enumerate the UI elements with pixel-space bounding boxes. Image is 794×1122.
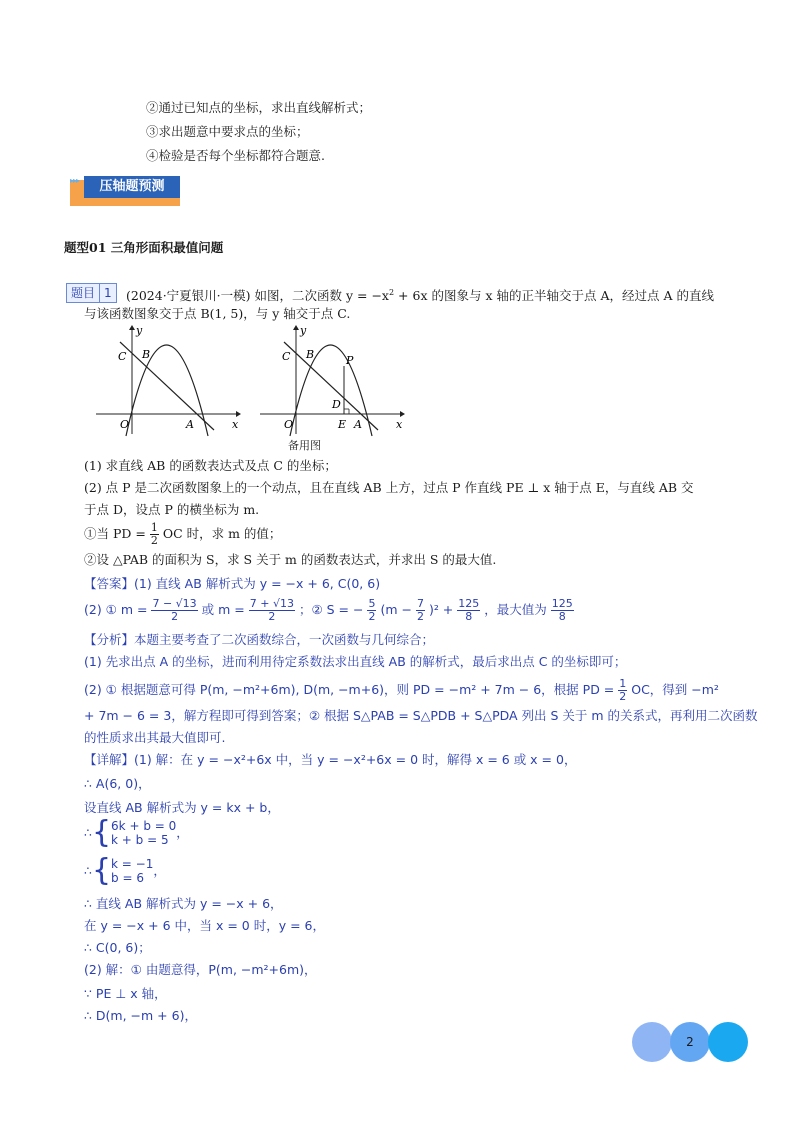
- label-x-1: x: [232, 418, 239, 431]
- label-B-1: B: [142, 348, 151, 361]
- question-part-1: (1) 求直线 AB 的函数表达式及点 C 的坐标；: [84, 458, 337, 473]
- step-3: ③求出题意中要求点的坐标；: [146, 124, 309, 139]
- question-number: 1: [99, 284, 116, 302]
- page-number: 2: [670, 1022, 710, 1062]
- label-B-2: B: [306, 348, 315, 361]
- question-stem-1b: + 6x 的图象与 x 轴的正半轴交于点 A，经过点 A 的直线: [394, 288, 714, 304]
- page-circle-right: [708, 1022, 748, 1062]
- therefore-symbol-1: ∴: [84, 825, 92, 840]
- part2-i-post: OC 时，求 m 的值；: [162, 526, 282, 541]
- equation-system-1: ∴ { 6k + b = 0 k + b = 5 ，: [84, 815, 189, 850]
- label-O-2: O: [284, 418, 294, 431]
- question-part-2a: (2) 点 P 是二次函数图象上的一个动点，且在直线 AB 上方，过点 P 作直线 PE ⊥ x 轴于点 E，与直线 AB 交: [84, 480, 694, 495]
- section-banner: [70, 176, 184, 204]
- analysis-line-5: 的性质求出其最大值即可.: [84, 730, 226, 745]
- detail-line-7: (2) 解：① 由题意得，P(m, −m²+6m)，: [84, 962, 317, 977]
- figure-caption: 备用图: [288, 439, 321, 452]
- detail-line-1: 【详解】(1) 解：在 y = −x²+6x 中，当 y = −x²+6x = 0 时，解得 x = 6 或 x = 0，: [84, 752, 577, 767]
- left-brace-icon-2: {: [91, 853, 112, 888]
- step-2: ②通过已知点的坐标，求出直线解析式；: [146, 100, 372, 115]
- section-title: 题型01 三角形面积最值问题: [64, 240, 224, 255]
- label-E-2: E: [338, 418, 347, 431]
- answer-line-1: 【答案】(1) 直线 AB 解析式为 y = −x + 6, C(0, 6): [84, 576, 381, 591]
- question-stem-line-1: (2024·宁夏银川·一模) 如图，二次函数 $y = -x^2 + 6x$ 的图象与 x 轴的正半轴交于点 A，经过点 A 的直线: [126, 288, 714, 304]
- banner-label: 压轴题预测: [84, 176, 180, 198]
- question-stem-1a: 如图，二次函数 y = −x: [254, 288, 389, 304]
- label-y-1: y: [136, 324, 143, 337]
- question-label: 题目: [71, 286, 96, 300]
- analysis-line-2: (1) 先求出点 A 的坐标，进而利用待定系数法求出直线 AB 的解析式，最后求出点 C 的坐标即可；: [84, 654, 627, 669]
- arrow-decoration-icon: ▸▸▸: [70, 176, 80, 185]
- answer-line-2: (2) ① m = $\frac{7 - √13}{2}$ 或 m = $\frac{7 + √13}{2}$ ；② S = − $\frac{5}{2}$ (m − $\frac{7}{2}$ )² + $\frac{125}{8}$ ，最大值为 $\frac{125}{8}$: [84, 597, 573, 623]
- therefore-symbol-2: ∴: [84, 863, 92, 878]
- question-part-2b: 于点 D，设点 P 的横坐标为 m.: [84, 502, 260, 517]
- label-P-2: P: [346, 354, 354, 367]
- detail-line-4: ∴ 直线 AB 解析式为 y = −x + 6，: [84, 896, 283, 911]
- step-4: ④检验是否每个坐标都符合题意.: [146, 148, 325, 163]
- equation-system-2: ∴ { k = −1 b = 6 ，: [84, 853, 166, 888]
- fraction-half: $\frac{1}{2}$: [150, 521, 158, 547]
- figure-main: [96, 324, 241, 436]
- detail-line-3: 设直线 AB 解析式为 y = kx + b，: [84, 800, 280, 815]
- detail-line-6: ∴ C(0, 6)；: [84, 940, 151, 955]
- question-figures: [90, 324, 410, 454]
- page-number-badge: [632, 1022, 748, 1062]
- label-D-2: D: [332, 398, 341, 411]
- detail-line-8: ∵ PE ⊥ x 轴，: [84, 986, 167, 1001]
- label-A-2: A: [354, 418, 362, 431]
- part2-i-pre: ①当 PD =: [84, 526, 146, 541]
- detail-line-5: 在 y = −x + 6 中，当 x = 0 时，y = 6，: [84, 918, 325, 933]
- page-circle-left: [632, 1022, 672, 1062]
- analysis-line-3: (2) ① 根据题意可得 P(m, −m²+6m), D(m, −m+6)，则 PD = −m² + 7m − 6，根据 PD = $\frac{1}{2}$ OC，得到 −m²: [84, 677, 719, 703]
- detail-line-9: ∴ D(m, −m + 6)，: [84, 1008, 197, 1023]
- detail-line-2: ∴ A(6, 0)，: [84, 776, 151, 791]
- label-C-1: C: [118, 350, 127, 363]
- analysis-line-1: 【分析】本题主要考查了二次函数综合，一次函数与几何综合；: [84, 632, 435, 647]
- label-C-2: C: [282, 350, 291, 363]
- label-y-2: y: [300, 324, 307, 337]
- question-part-2-ii: ②设 △PAB 的面积为 S，求 S 关于 m 的函数表达式，并求出 S 的最大值.: [84, 552, 497, 567]
- figure-spare: [260, 324, 405, 436]
- left-brace-icon-1: {: [91, 815, 112, 850]
- question-stem-line-2: 与该函数图象交于点 B(1, 5)，与 y 轴交于点 C.: [84, 306, 351, 321]
- question-number-badge: [66, 283, 117, 303]
- analysis-line-4: + 7m − 6 = 3，解方程即可得到答案；② 根据 S△PAB = S△PDB + S△PDA 列出 S 关于 m 的关系式，再利用二次函数: [84, 708, 758, 723]
- question-source: (2024·宁夏银川·一模): [126, 288, 251, 304]
- question-part-2-i: [84, 522, 281, 547]
- label-A-1: A: [186, 418, 194, 431]
- label-O-1: O: [120, 418, 130, 431]
- label-x-2: x: [396, 418, 403, 431]
